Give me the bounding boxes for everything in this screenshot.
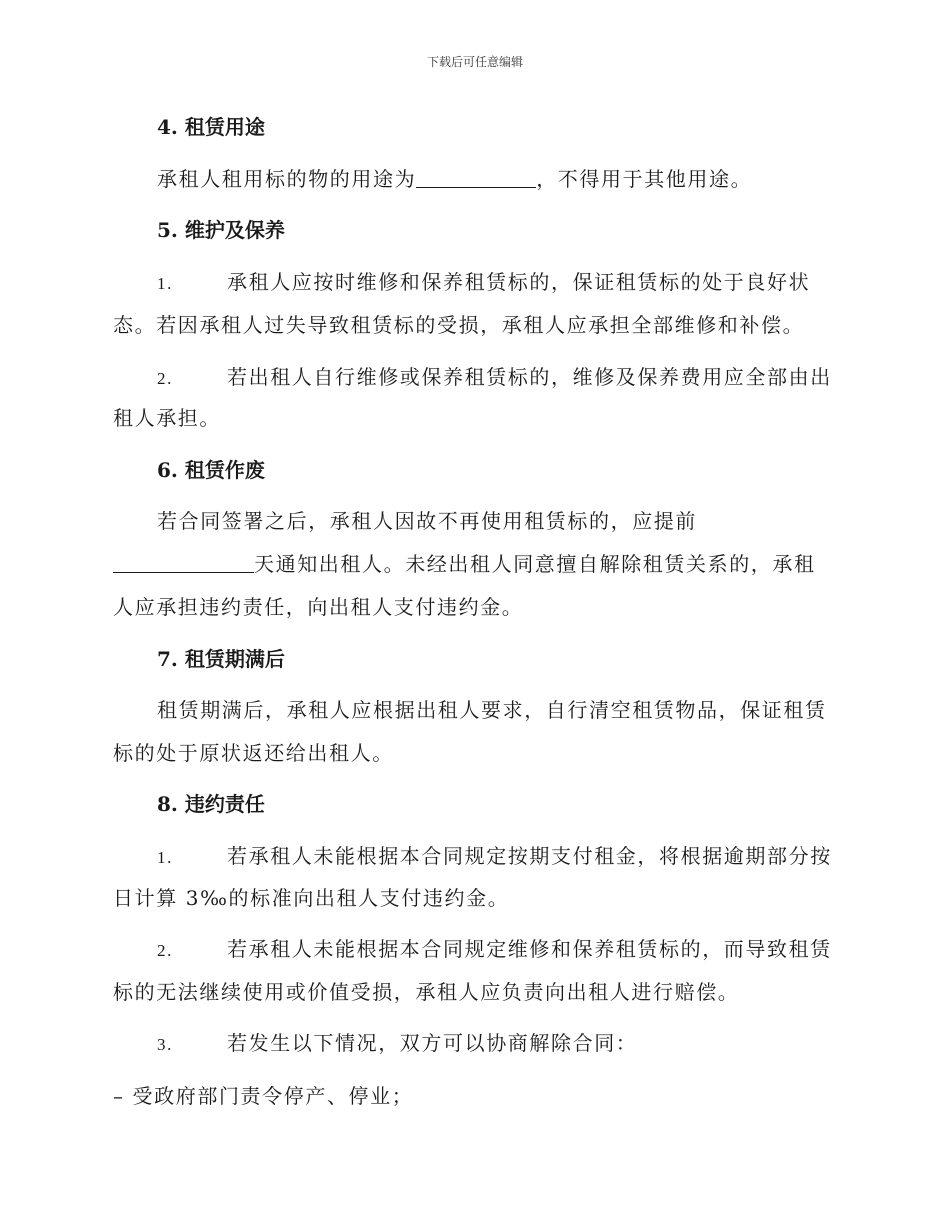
section-5-item-1-line-1 [157,261,877,305]
section-8-item-1-line-2: 日计算 3‰的标准向出租人支付违约金。 [113,886,510,910]
item-number: 2. [157,941,173,960]
page-header: 下载后可任意编辑 [426,55,523,69]
section-5-item-2-line-1 [157,356,877,400]
section-5-item-1-line-2: 态。若因承租人过失导致租赁标的受损，承租人应承担全部维修和补偿。 [113,313,805,337]
section-5-heading: 5. 维护及保养 [157,218,285,242]
section-6-line-1: 若合同签署之后，承租人因故不再使用租赁标的，应提前 [157,509,697,533]
section-7-line-1: 租赁期满后，承租人应根据出租人要求，自行清空租赁物品，保证租赁 [157,698,827,722]
section-6-line-2-text: 天通知出租人。未经出租人同意擅自解除租赁关系的，承租 [254,552,816,576]
section-6-heading: 6. 租赁作废 [157,458,265,482]
section-6-line-3: 人应承担违约责任，向出租人支付违约金。 [113,595,524,619]
item-number: 3. [157,1035,173,1054]
item-number: 1. [157,274,173,293]
section-6-line-2 [113,543,833,586]
item-text: 若发生以下情况，双方可以协商解除合同： [227,1031,638,1055]
section-7-line-2: 标的处于原状返还给出租人。 [113,741,394,765]
section-7-heading: 7. 租赁期满后 [157,647,285,671]
usage-blank-field[interactable] [416,161,536,188]
section-8-item-2-line-1 [157,928,877,972]
section-4-heading: 4. 租赁用途 [157,115,265,139]
section-5-item-2-line-2: 租人承担。 [113,406,221,430]
section-4-text-before: 承租人租用标的物的用途为 [157,167,417,191]
item-number: 1. [157,848,173,867]
item-number: 2. [157,369,173,388]
item-text: 若承租人未能根据本合同规定按期支付租金，将根据逾期部分按 [227,844,832,868]
section-8-item-1-line-1 [157,835,877,879]
item-text: 承租人应按时维修和保养租赁标的，保证租赁标的处于良好状 [227,270,811,294]
item-text: 若承租人未能根据本合同规定维修和保养租赁标的，而导致租赁 [227,937,832,961]
section-8-bullet-1: – 受政府部门责令停产、停业； [113,1084,414,1108]
section-8-heading: 8. 违约责任 [157,792,265,816]
section-4-paragraph [157,158,857,201]
section-4-text-after: ，不得用于其他用途。 [536,167,753,191]
item-text: 若出租人自行维修或保养租赁标的，维修及保养费用应全部由出 [227,365,832,389]
section-8-item-3-line-1 [157,1022,877,1066]
section-8-item-2-line-2: 标的无法继续使用或价值受损，承租人应负责向出租人进行赔偿。 [113,980,740,1004]
notice-days-blank-field[interactable] [113,546,254,573]
